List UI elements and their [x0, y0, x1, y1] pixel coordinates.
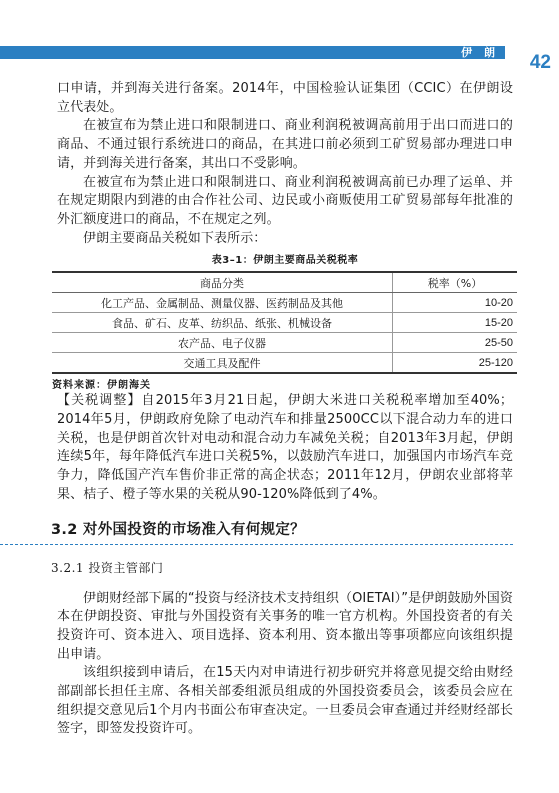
row-rate: 15-20 — [393, 313, 518, 333]
table-source: 资料来源：伊朗海关 — [52, 380, 151, 392]
row-category: 食品、矿石、皮革、纺织品、纸张、机械设备 — [52, 313, 393, 333]
section-heading: 3.2 对外国投资的市场准入有何规定？ — [51, 521, 305, 538]
row-rate: 10-20 — [393, 293, 518, 313]
row-category: 化工产品、金属制品、测量仪器、医药制品及其他 — [52, 293, 393, 313]
row-rate: 25-50 — [393, 333, 518, 353]
paragraph-continued: 口申请，并到海关进行备案。2014年，中国检验认证集团（CCIC）在伊朗设立代表处。 — [57, 81, 513, 115]
table-row — [52, 313, 517, 333]
paragraph-table-intro: 伊朗主要商品关税如下表所示： — [83, 230, 267, 246]
table-row — [52, 293, 517, 313]
paragraph-oietai: 伊朗财经部下属的“投资与经济技术支持组织（OIETAI）”是伊朗鼓励外国资本在伊朗投资、审批与外国投资有关事务的唯一官方机构。外国投资者的有关投资许可、资本进入、项目选择、资本利用、资本撤出等事项都应向该组织提出申请。 — [57, 590, 513, 662]
header-rate: 税率（%） — [393, 272, 518, 293]
page-number: 42 — [529, 52, 551, 73]
row-category: 交通工具及配件 — [52, 353, 393, 374]
table-title: 表3–1：伊朗主要商品关税税率 — [211, 255, 359, 267]
paragraph-review-process: 该组织接到申请后，在15天内对申请进行初步研究并将意见提交给由财经部副部长担任主席、各相关部委组派员组成的外国投资委员会，该委员会应在组织提交意见后1个月内书面公布审查决定。一旦委员会审查通过并经财经部长签字，即签发投资许可。 — [57, 665, 513, 737]
header-category: 商品分类 — [52, 272, 393, 293]
row-category: 农产品、电子仪器 — [52, 333, 393, 353]
subsection-heading: 3.2.1 投资主管部门 — [51, 560, 164, 575]
table-header-row — [52, 272, 517, 293]
tariff-table — [52, 271, 517, 374]
row-rate: 25-120 — [478, 356, 513, 369]
table-row — [52, 353, 517, 374]
running-header: 伊 朗 — [461, 46, 499, 59]
paragraph-exemptions: 在被宣布为禁止进口和限制进口、商业利润税被调高前已办理了运单、并在规定期限内到港的由合作社公司、边民或小商贩使用工矿贸易部每年批准的外汇额度进口的商品，不在规定之列。 — [57, 174, 513, 227]
table-row — [52, 333, 517, 353]
section-divider — [0, 544, 513, 545]
header-bar — [0, 46, 505, 59]
page-content — [51, 80, 513, 739]
paragraph-tariff-adjustment: 【关税调整】自2015年3月21日起，伊朗大米进口关税税率增加至40%；2014年5月，伊朗政府免除了电动汽车和排量2500CC以下混合动力车的进口关税，也是伊朗首次针对电动和混合动力车减免关税；自2013年3月起，伊朗连续5年，每年降低汽车进口关税5%，以鼓励汽车进口，加强国内市场汽车竞争力，降低国产汽车售价非正常的高企状态；2011年12月，伊朗农业部将苹果、桔子、橙子等水果的关税从90-120%降低到了4%。 — [57, 393, 513, 502]
paragraph-export-goods: 在被宣布为禁止进口和限制进口、商业利润税被调高前用于出口而进口的商品、不通过银行系统进口的商品，在其进口前必须到工矿贸易部办理进口申请，并到海关进行备案，其出口不受影响。 — [57, 118, 513, 171]
